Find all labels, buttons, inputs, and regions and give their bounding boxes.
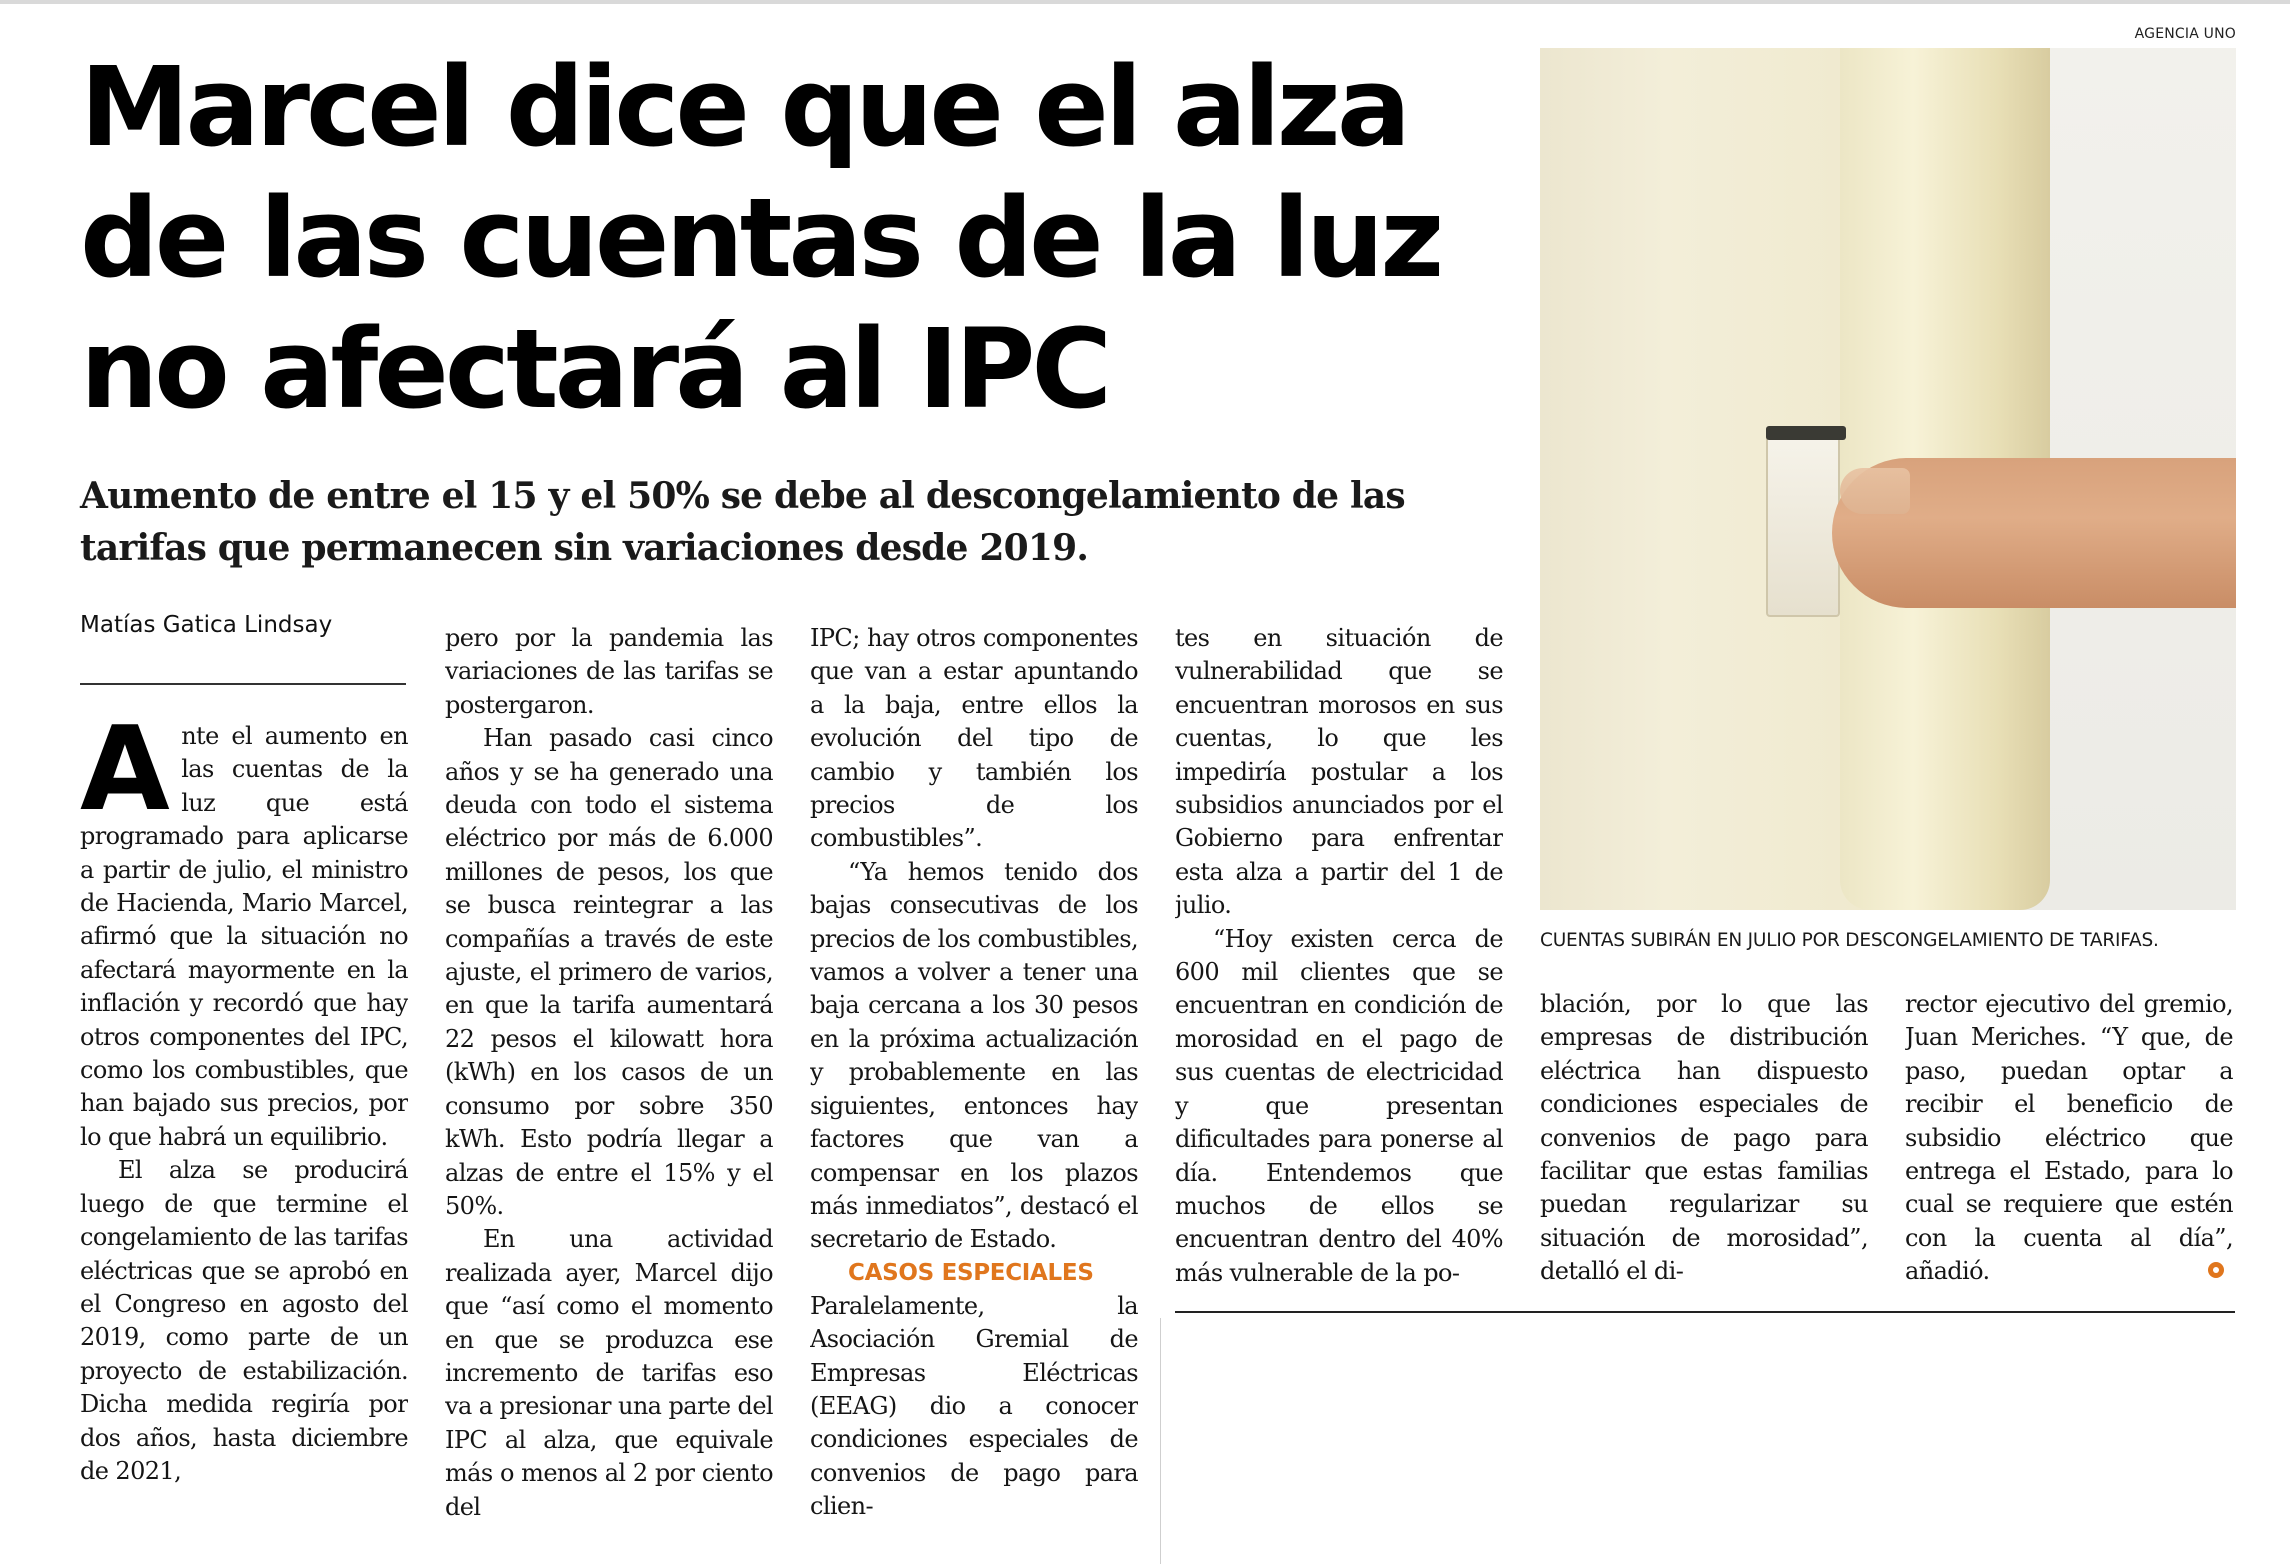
paragraph: Han pasado casi cinco años y se ha generado una deuda con todo el sistema eléctrico por más de 6.000 millones de pesos, los que se busca reintegrar a las compañías a través de este ajuste, el primero de varios, en que la tarifa aumentará 22 pesos el kilowatt hora (kWh) en los casos de un consumo por sobre 350 kWh. Esto podría llegar a alzas de entre el 15% y el 50%. [445,724,773,1220]
column-5 [1540,988,1868,1288]
paragraph-text: nte el aumento en las cuentas de la luz que está programado para aplicarse a partir de julio, el ministro de Hacienda, Mario Marcel, afirmó que la situación no afectará mayormente en la inflación y recordó que hay otros componentes del IPC, como los combustibles, que han bajado sus precios, por lo que habrá un equilibrio. [80,722,408,1151]
column-6 [1905,988,2233,1288]
byline-rule [80,683,406,685]
column-4 [1175,622,1503,1304]
column-3 [810,622,1138,1564]
light-switch-icon [1766,433,1840,617]
article-end-rule [1175,1311,2235,1313]
column-1 [80,720,408,1564]
deck: Aumento de entre el 15 y el 50% se debe al descongelamiento de las tarifas que permanecen sin variaciones desde 2019. [80,475,1405,569]
top-border [0,0,2290,4]
article-photo [1540,48,2236,910]
paragraph: En una actividad realizada ayer, Marcel dijo que “así como el momento en que se produzca ese incremento de tarifas eso va a presionar una parte del IPC al alza, que equivale más o menos al 2 por ciento del [445,1225,773,1521]
byline: Matías Gatica Lindsay [80,612,333,638]
paragraph: tes en situación de vulnerabilidad que se encuentran morosos en sus cuentas, lo que les impediría postular a los subsidios anunciados por el Gobierno para enfrentar esta alza a partir del 1 de julio. [1175,624,1503,920]
paragraph: IPC; hay otros componentes que van a estar apuntando a la baja, entre ellos la evolución del tipo de cambio y también los precios de los combustibles”. [810,624,1138,853]
fingernail [1840,468,1910,514]
end-mark-icon [2208,1262,2224,1278]
photo-credit: AGENCIA UNO [2134,26,2236,42]
headline: Marcel dice que el alza de las cuentas de la luz no afectará al IPC [80,43,1441,433]
paragraph: El alza se producirá luego de que termine el congelamiento de las tarifas eléctricas que se aprobó en el Congreso en agosto del 2019, como parte de un proyecto de estabilización. Dicha medida regiría por dos años, hasta diciembre de 2021, [80,1156,408,1485]
paragraph: blación, por lo que las empresas de distribución eléctrica han dispuesto condiciones especiales de convenios de pago para facilitar que estas familias puedan regularizar su situación de morosidad”, detalló el di- [1540,990,1868,1286]
paragraph: Paralelamente, la Asociación Gremial de Empresas Eléctricas (EEAG) dio a conocer condiciones especiales de convenios de pago para clien- [810,1291,1138,1521]
column-divider [1160,1318,1161,1564]
photo-caption: CUENTAS SUBIRÁN EN JULIO POR DESCONGELAMIENTO DE TARIFAS. [1540,930,2159,951]
paragraph: rector ejecutivo del gremio, Juan Meriches. “Y que, de paso, puedan optar a recibir el beneficio de subsidio eléctrico que entrega el Estado, para lo cual se requiere que estén con la cuenta al día”, añadió. [1905,990,2233,1286]
paragraph [80,720,408,1154]
column-2 [445,622,773,1564]
drop-cap: A [80,720,170,837]
paragraph: “Hoy existen cerca de 600 mil clientes que se encuentran en condición de morosidad en el pago de sus cuentas de electricidad y que presentan dificultades para ponerse al día. Entendemos que muchos de ellos se encuentran dentro del 40% más vulnerable de la po- [1175,924,1503,1287]
switch-slot [1766,426,1846,440]
section-subhead: CASOS ESPECIALES [848,1259,1094,1286]
paragraph: “Ya hemos tenido dos bajas consecutivas de los precios de los combustibles, vamos a volver a tener una baja cercana a los 30 pesos en la próxima actualización y probablemente en las siguientes, entonces hay factores que van a compensar en los plazos más inmediatos”, destacó el secretario de Estado. [810,857,1138,1254]
paragraph: pero por la pandemia las variaciones de las tarifas se postergaron. [445,624,773,719]
